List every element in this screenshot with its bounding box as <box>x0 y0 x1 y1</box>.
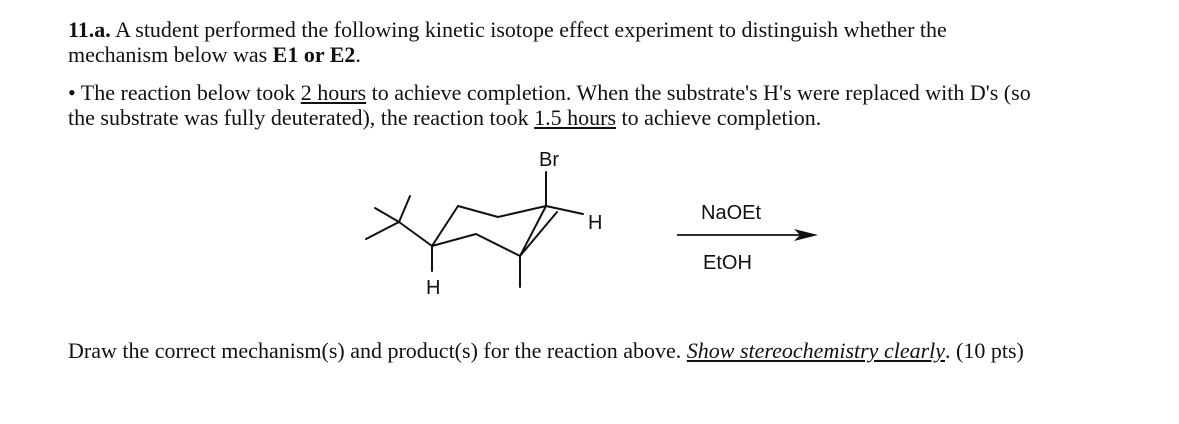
bullet-text-1: The reaction below took <box>75 80 301 105</box>
cyclohexane-substrate <box>366 172 583 287</box>
tbutyl-bond <box>399 222 432 246</box>
c-h-bond <box>546 206 583 214</box>
question-intro: A student performed the following kinetic isotope effect experiment to distinguish whether the <box>110 17 947 42</box>
bullet-text-2: to achieve completion. When the substrate's H's were replaced with D's (so <box>366 80 1031 105</box>
hydrogen-label-axial: H <box>426 277 441 299</box>
bullet-text-3: the substrate was fully deuterated), the reaction took <box>68 105 535 130</box>
points-value: (10 pts) <box>950 338 1024 363</box>
bromine-label: Br <box>539 149 559 171</box>
tbutyl-methyl-2 <box>399 196 410 222</box>
tbutyl-methyl-1 <box>375 208 399 222</box>
hydrogen-label-ring: H <box>588 212 603 234</box>
question-intro-end: . <box>355 42 361 67</box>
instruction-line <box>68 338 1024 363</box>
chair-ring <box>432 206 546 256</box>
bullet-text-4: to achieve completion. <box>616 105 822 130</box>
tbutyl-methyl-3 <box>366 222 399 239</box>
question-intro-line2: mechanism below was <box>68 42 273 67</box>
stereochemistry-emphasis: Show stereochemistry clearly <box>686 338 946 363</box>
instruction-text: Draw the correct mechanism(s) and product(s) for the reaction above. <box>68 338 687 363</box>
question-number: 11.a. <box>68 17 111 42</box>
reaction-arrow <box>677 229 818 241</box>
solvent-label: EtOH <box>703 252 752 274</box>
reaction-time-deutero: 1.5 hours <box>534 105 617 130</box>
instruction-period: . <box>945 338 951 363</box>
mechanism-options: E1 or E2 <box>272 42 356 67</box>
reaction-time-protio: 2 hours <box>300 80 367 105</box>
bullet-marker: • <box>68 80 76 105</box>
reagent-label: NaOEt <box>701 202 762 224</box>
